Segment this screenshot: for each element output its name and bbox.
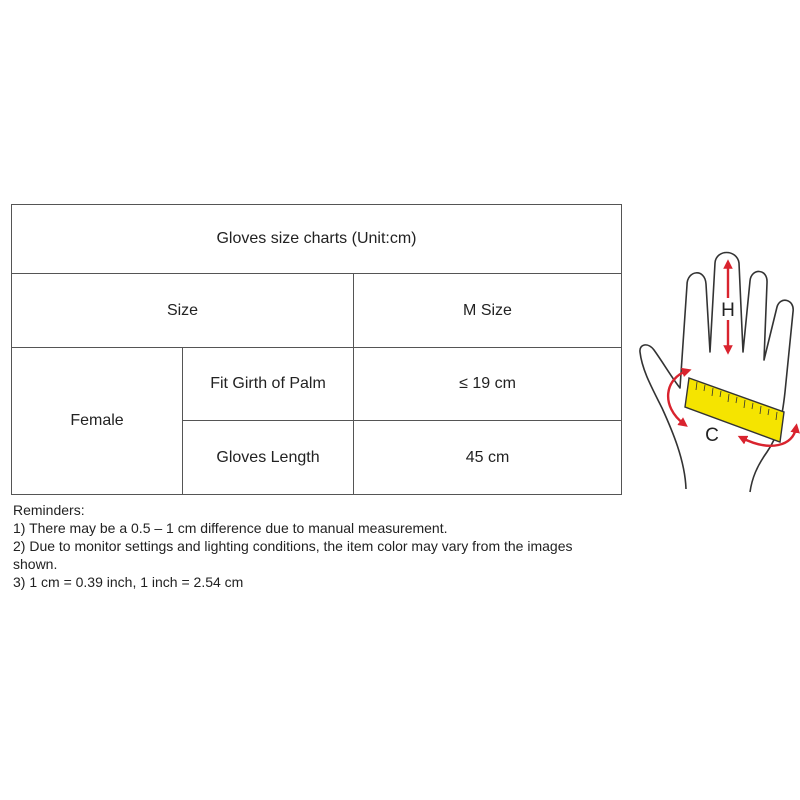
reminders bbox=[13, 501, 613, 591]
hand-measurement-diagram bbox=[636, 248, 800, 493]
measure-value-cell: 45 cm bbox=[354, 421, 622, 495]
circumference-arrow-left-icon bbox=[668, 371, 687, 424]
reminder-item: 1) There may be a 0.5 – 1 cm difference due to manual measurement. bbox=[13, 520, 448, 536]
size-header-row bbox=[12, 274, 622, 348]
group-label-cell: Female bbox=[12, 348, 183, 495]
circumference-label: C bbox=[705, 425, 719, 446]
height-label: H bbox=[721, 300, 735, 321]
reminder-item: 2) Due to monitor settings and lighting conditions, the item color may vary from the images shown. bbox=[13, 538, 573, 572]
size-header-cell: Size bbox=[12, 274, 354, 348]
table-title-row bbox=[12, 205, 622, 274]
size-value-cell: M Size bbox=[354, 274, 622, 348]
hand-outline-icon bbox=[640, 253, 793, 493]
size-chart-table bbox=[11, 204, 622, 495]
reminders-heading: Reminders: bbox=[13, 502, 85, 518]
measure-value-cell: ≤ 19 cm bbox=[354, 348, 622, 421]
table-row bbox=[12, 348, 622, 421]
measure-label-cell: Fit Girth of Palm bbox=[183, 348, 354, 421]
measure-label-cell: Gloves Length bbox=[183, 421, 354, 495]
reminder-item: 3) 1 cm = 0.39 inch, 1 inch = 2.54 cm bbox=[13, 574, 244, 590]
table-title: Gloves size charts (Unit:cm) bbox=[12, 205, 622, 274]
